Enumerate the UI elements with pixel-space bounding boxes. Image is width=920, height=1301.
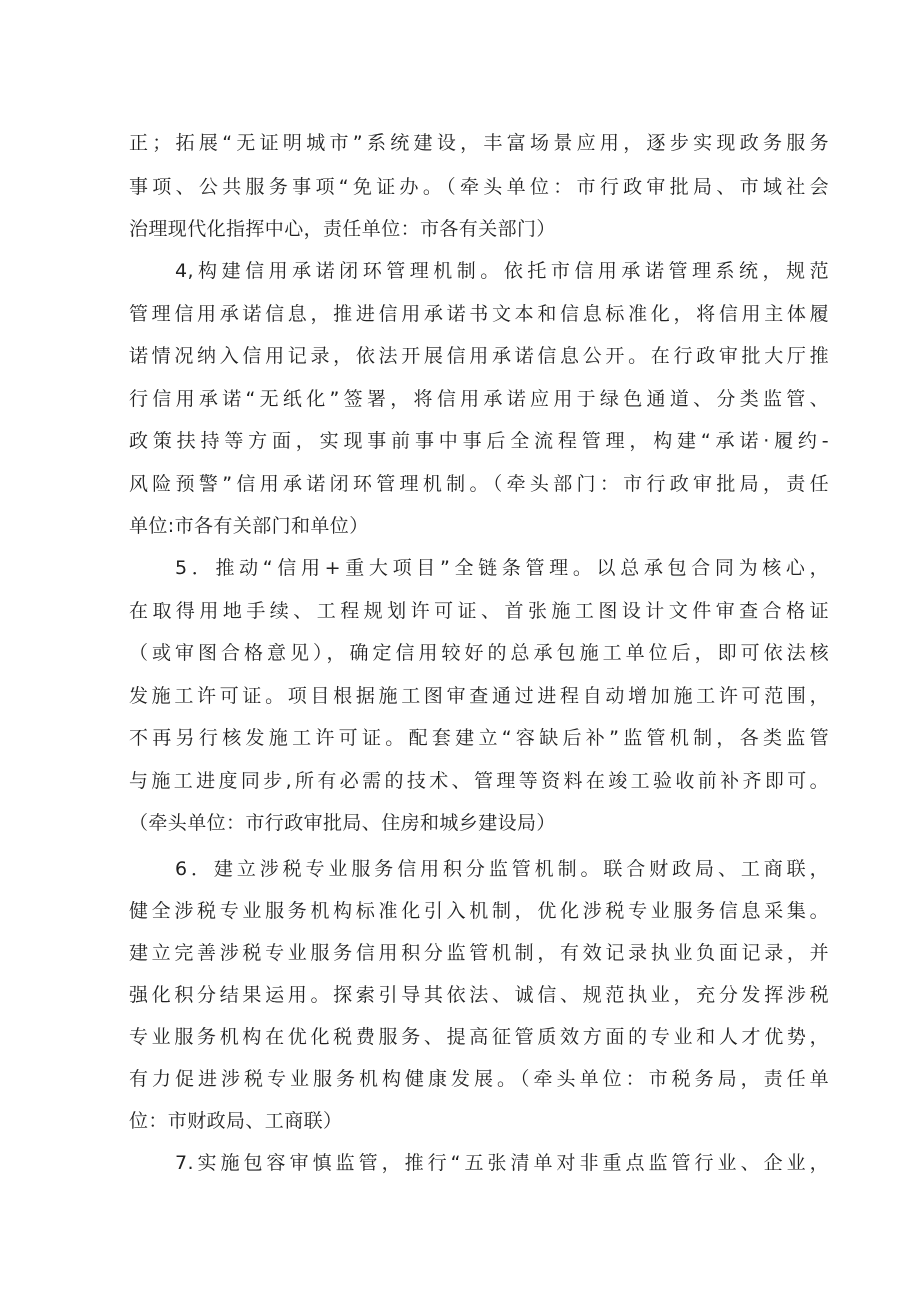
text-line: 7.实施包容审慎监管，推行“五张清单对非重点监管行业、企业， bbox=[175, 1152, 829, 1174]
text-line: （牵头单位：市行政审批局、住房和城乡建设局） bbox=[129, 812, 556, 834]
text-line: 建立完善涉税专业服务信用积分监管机制，有效记录执业负面记录，并 bbox=[129, 942, 829, 964]
text-line: 与施工进度同步,所有必需的技术、管理等资料在竣工验收前补齐即可。 bbox=[129, 770, 829, 792]
text-line: 正；拓展“无证明城市”系统建设，丰富场景应用，逐步实现政务服务 bbox=[129, 132, 829, 154]
text-line: 行信用承诺“无纸化”签署，将信用承诺应用于绿色通道、分类监管、 bbox=[129, 388, 829, 410]
text-line: （或审图合格意见），确定信用较好的总承包施工单位后，即可依法核 bbox=[129, 642, 829, 664]
text-line: 事项、公共服务事项“免证办。（牵头单位：市行政审批局、市域社会 bbox=[129, 176, 829, 198]
text-line: 政策扶持等方面，实现事前事中事后全流程管理，构建“承诺·履约- bbox=[129, 430, 829, 452]
text-line: 5．推动“信用+重大项目”全链条管理。以总承包合同为核心， bbox=[175, 557, 829, 579]
text-line: 风险预警”信用承诺闭环管理机制。（牵头部门：市行政审批局，责任 bbox=[129, 473, 829, 495]
text-line: 4,构建信用承诺闭环管理机制。依托市信用承诺管理系统，规范 bbox=[175, 260, 829, 282]
text-line: 强化积分结果运用。探索引导其依法、诚信、规范执业，充分发挥涉税 bbox=[129, 984, 829, 1006]
text-line: 管理信用承诺信息，推进信用承诺书文本和信息标准化，将信用主体履 bbox=[129, 303, 829, 325]
text-line: 专业服务机构在优化税费服务、提高征管质效方面的专业和人才优势， bbox=[129, 1026, 829, 1048]
text-line: 单位:市各有关部门和单位） bbox=[129, 515, 369, 537]
text-line: 位：市财政局、工商联） bbox=[129, 1110, 343, 1132]
text-line: 有力促进涉税专业服务机构健康发展。（牵头单位：市税务局，责任单 bbox=[129, 1068, 829, 1090]
text-line: 诺情况纳入信用记录，依法开展信用承诺信息公开。在行政审批大厅推 bbox=[129, 345, 829, 367]
text-line: 在取得用地手续、工程规划许可证、首张施工图设计文件审查合格证 bbox=[129, 600, 829, 622]
text-line: 发施工许可证。项目根据施工图审查通过进程自动增加施工许可范围， bbox=[129, 685, 829, 707]
text-line: 健全涉税专业服务机构标准化引入机制，优化涉税专业服务信息采集。 bbox=[129, 900, 829, 922]
text-line: 不再另行核发施工许可证。配套建立“容缺后补”监管机制，各类监管 bbox=[129, 727, 829, 749]
text-line: 治理现代化指挥中心，责任单位：市各有关部门） bbox=[129, 218, 556, 240]
text-line: 6．建立涉税专业服务信用积分监管机制。联合财政局、工商联， bbox=[175, 858, 829, 880]
